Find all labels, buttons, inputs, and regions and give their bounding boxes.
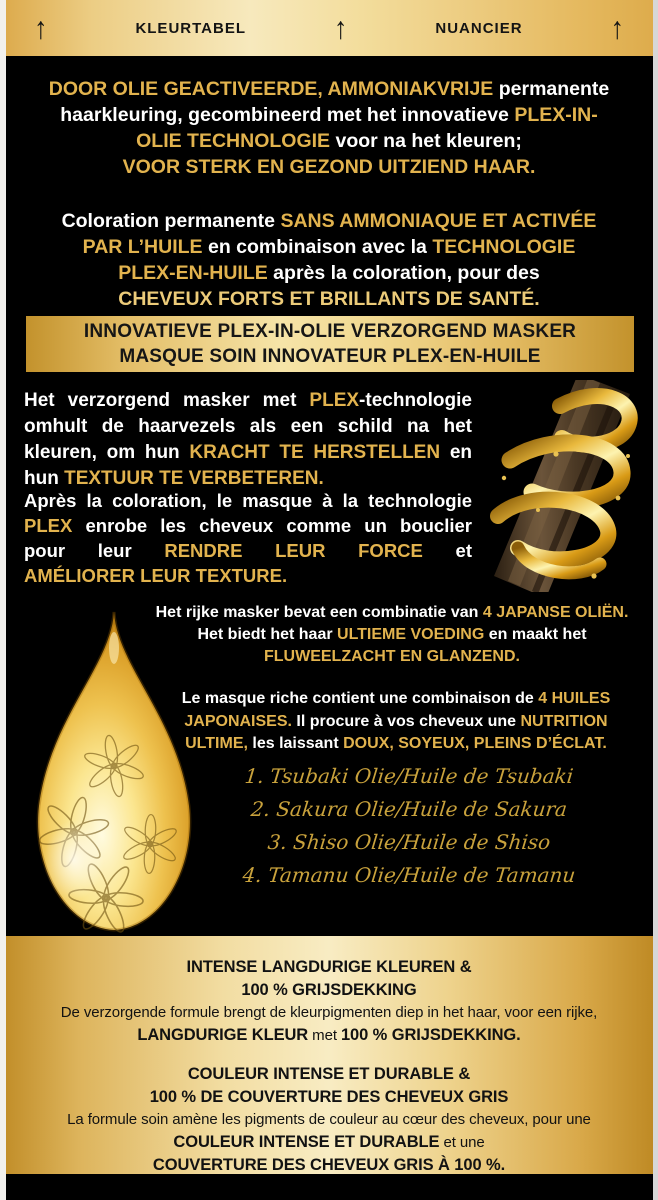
text-line: omhult de haarvezels als een schild na het <box>24 416 472 437</box>
text-line: Het verzorgend masker met PLEX-technologie <box>24 390 472 411</box>
text-line: DOOR OLIE GEACTIVEERDE, AMMONIAKVRIJE permanente <box>48 78 610 100</box>
up-arrow-icon: ↑ <box>333 10 348 45</box>
oils-paragraph-french <box>140 688 652 756</box>
plex-mask-banner <box>26 316 634 372</box>
right-edge-strip <box>653 0 658 1200</box>
text-line: INTENSE LANGDURIGE KLEUREN & <box>186 958 472 976</box>
text-line: COULEUR INTENSE ET DURABLE & <box>187 1065 471 1083</box>
hair-strand-oil-swirl-image <box>468 380 658 592</box>
grey-coverage-section <box>0 936 658 1174</box>
text-line: COUVERTURE DES CHEVEUX GRIS À 100 %. <box>152 1156 506 1174</box>
text-line: PAR L’HUILE en combinaison avec la TECHNOLOGIE <box>82 236 576 258</box>
text-line: 100 % DE COUVERTURE DES CHEVEUX GRIS <box>149 1088 509 1106</box>
intro-paragraph-french <box>8 208 650 312</box>
text-line: Het biedt het haar ULTIEME VOEDING en maakt het <box>197 626 587 643</box>
text-line: hun TEXTUUR TE VERBETEREN. <box>24 468 324 489</box>
mask-paragraph-dutch <box>24 388 472 492</box>
text-line: PLEX enrobe les cheveux comme un bouclier <box>24 515 472 536</box>
text-line: ULTIME, les laissant DOUX, SOYEUX, PLEINS D’ÉCLAT. <box>185 735 607 752</box>
text-line: haarkleuring, gecombineerd met het innovatieve PLEX-IN- <box>60 104 598 126</box>
coverage-paragraph-dutch <box>0 956 658 1047</box>
color-chart-header-bar <box>0 0 658 56</box>
coverage-paragraph-french <box>0 1063 658 1177</box>
oils-paragraph-dutch <box>132 602 652 668</box>
up-arrow-icon: ↑ <box>610 10 624 45</box>
text-line: kleuren, om hun KRACHT TE HERSTELLEN en <box>24 442 472 463</box>
text-line: LANGDURIGE KLEUR met 100 % GRIJSDEKKING. <box>137 1026 521 1044</box>
oil-list-item: 3. Shiso Olie/Huile de Shiso <box>266 830 552 854</box>
left-edge-strip <box>0 0 6 1200</box>
intro-paragraph-dutch <box>8 76 650 180</box>
text-line: AMÉLIORER LEUR TEXTURE. <box>24 565 288 586</box>
text-line: pour leur RENDRE LEUR FORCE et <box>24 540 472 561</box>
oil-list-item: 4. Tamanu Olie/Huile de Tamanu <box>241 863 577 887</box>
kleurtabel-label: KLEURTABEL <box>135 19 246 37</box>
text-line: De verzorgende formule brengt de kleurpigmenten diep in het haar, voor een rijke, <box>60 1004 598 1021</box>
bottom-black-bar <box>0 1174 658 1200</box>
oil-list-item: 1. Tsubaki Olie/Huile de Tsubaki <box>243 764 575 788</box>
text-line: PLEX-EN-HUILE après la coloration, pour des <box>118 262 540 284</box>
banner-line-dutch: INNOVATIEVE PLEX-IN-OLIE VERZORGEND MASKER <box>83 321 577 342</box>
nuancier-label: NUANCIER <box>435 19 523 37</box>
up-arrow-icon: ↑ <box>34 10 48 45</box>
text-line: Het rijke masker bevat een combinatie van 4 JAPANSE OLIËN. <box>155 604 629 621</box>
oil-list-item: 2. Sakura Olie/Huile de Sakura <box>249 797 569 821</box>
text-line: Coloration permanente SANS AMMONIAQUE ET ACTIVÉE <box>61 210 597 232</box>
text-line: JAPONAISES. Il procure à vos cheveux une NUTRITION <box>184 712 608 730</box>
text-line: VOOR STERK EN GEZOND UITZIEND HAAR. <box>122 156 536 178</box>
text-line: CHEVEUX FORTS ET BRILLANTS DE SANTÉ. <box>118 288 540 310</box>
text-line: COULEUR INTENSE ET DURABLE et une <box>173 1133 485 1151</box>
japanese-oils-list <box>185 760 633 892</box>
text-line: Après la coloration, le masque à la technologie <box>24 490 472 511</box>
text-line: FLUWEELZACHT EN GLANZEND. <box>264 648 520 665</box>
mask-paragraph-french <box>24 488 472 588</box>
text-line: 100 % GRIJSDEKKING <box>241 981 417 999</box>
banner-line-french: MASQUE SOIN INNOVATEUR PLEX-EN-HUILE <box>119 346 541 367</box>
text-line: OLIE TECHNOLOGIE voor na het kleuren; <box>136 130 522 152</box>
text-line: Le masque riche contient une combinaison de 4 HUILES <box>181 690 611 707</box>
text-line: La formule soin amène les pigments de couleur au cœur des cheveux, pour une <box>67 1111 591 1128</box>
